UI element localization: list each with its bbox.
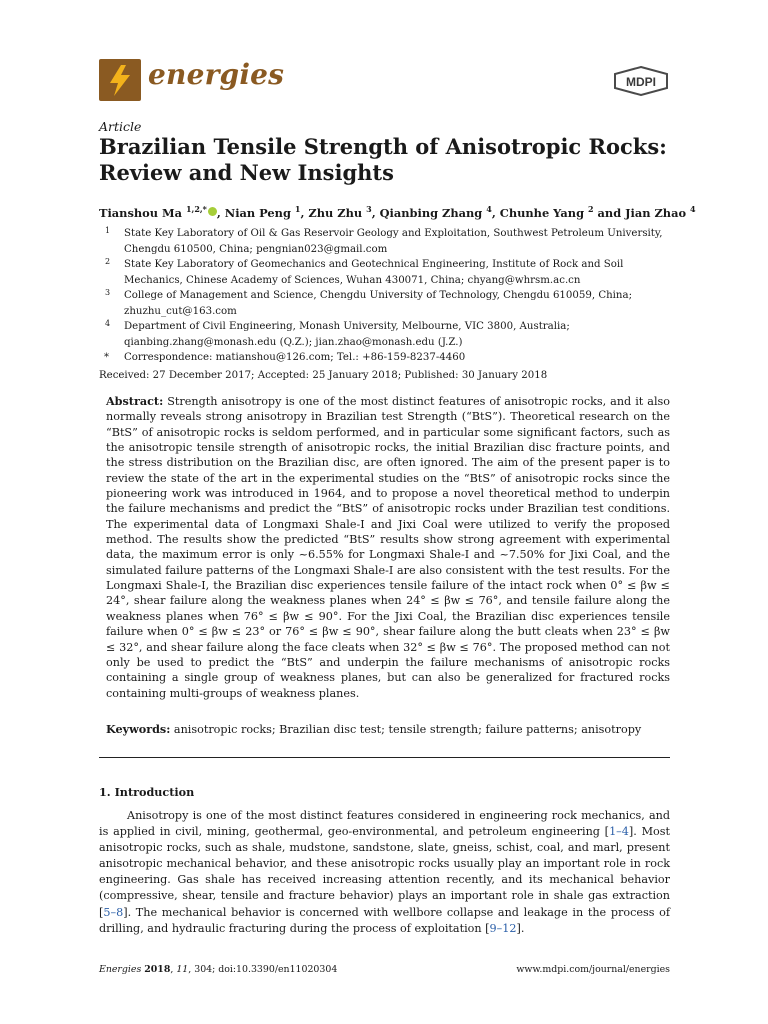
- abstract-text: Strength anisotropy is one of the most distinct features of anisotropic rocks, and it also normally reveals strong anisotropy in Brazilian test Strength (“BtS”). Theoretical research on the “BtS” of anisotropic rocks is seldom performed, and in particular some significant factors, such as the anisotropic tensile strength of anisotropic rocks, the initial Brazilian disc fracture points, and the stress distribution on the Brazilian disc, are often ignored. The aim of the present paper is to review the state of the art in the experimental studies on the “BtS” of anisotropic rocks since the pioneering work was introduced in 1964, and to propose a novel theoretical method to underpin the failure mechanisms and predict the “BtS” of anisotropic rocks under Brazilian test conditions. The experimental data of Longmaxi Shale-I and Jixi Coal were utilized to verify the proposed method. The results show the predicted “BtS” results show strong agreement with experimental data, the maximum error is only ~6.55% for Longmaxi Shale-I and ~7.50% for Jixi Coal, and the simulated failure patterns of the Longmaxi Shale-I are also consistent with the test results. For the Longmaxi Shale-I, the Brazilian disc experiences tensile failure of the intact rock when 0° ≤ βw ≤ 24°, shear failure along the weakness planes when 24° ≤ βw ≤ 76°, and tensile failure along the weakness planes when 76° ≤ βw ≤ 90°. For the Jixi Coal, the Brazilian disc experiences tensile failure when 0° ≤ βw ≤ 23° or 76° ≤ βw ≤ 90°, shear failure along the butt cleats when 23° ≤ βw ≤ 32°, and shear failure along the face cleats when 32° ≤ βw ≤ 76°. The proposed method can not only be used to predict the “BtS” and underpin the failure mechanisms of anisotropic rocks containing a single group of weakness planes, but can also be generalized for fractured rocks containing multi-groups of weakness planes.: [106, 395, 670, 700]
- section-heading: 1. Introduction: [99, 785, 195, 799]
- citation-link[interactable]: 9–12: [489, 921, 517, 935]
- affiliation: 2 State Key Laboratory of Geomechanics and Geotechnical Engineering, Institute of Rock and Soil Mechanics, Chinese Academy of Sciences, Wuhan 430071, China; chyang@whrsm.ac.cn: [105, 257, 624, 286]
- citation-link[interactable]: 1–4: [609, 825, 629, 839]
- author-name: Zhu Zhu: [308, 205, 363, 220]
- intro-paragraph: Anisotropy is one of the most distinct features considered in engineering rock mechanics, and is applied in civil, mining, geothermal, geo-environmental, and petroleum engineering [1–4]. Most anisotropic rocks, such as shale, mudstone, sandstone, slate, gneiss, schist, coal, and marl, present anisotropic mechanical behavior, and these anisotropic rocks usually play an important role in rock engineering. Gas shale has received increasing attention recently, and its mechanical behavior (compressive, shear, tensile and fracture behavior) plays an important role in shale gas extraction [5–8]. The mechanical behavior is concerned with wellbore collapse and leakage in the process of drilling, and hydraulic fracturing during the process of exploitation [9–12].: [99, 809, 671, 935]
- abstract: [106, 394, 670, 701]
- correspondence: * Correspondence: matianshou@126.com; Tel.: +86-159-8237-4460: [104, 352, 466, 363]
- publication-dates: Received: 27 December 2017; Accepted: 25 January 2018; Published: 30 January 2018: [99, 370, 548, 381]
- author-name: Nian Peng: [224, 205, 291, 220]
- affiliation: 4 Department of Civil Engineering, Monash University, Melbourne, VIC 3800, Australia; qianbing.zhang@monash.edu (Q.Z.); jian.zhao@monash.edu (J.Z.): [105, 319, 570, 348]
- paper-title: Brazilian Tensile Strength of Anisotropic Rocks: Review and New Insights: [99, 134, 667, 185]
- author-name: Jian Zhao: [625, 205, 687, 220]
- affiliation: 3 College of Management and Science, Chengdu University of Technology, Chengdu 610059, China; zhuzhu_cut@163.com: [105, 288, 632, 317]
- author-name: Qianbing Zhang: [379, 205, 483, 220]
- author-affiliation-ref: 2: [588, 204, 594, 214]
- author-affiliation-ref: 4: [486, 204, 492, 214]
- author-name: Tianshou Ma: [99, 205, 182, 220]
- abstract-label: Abstract:: [106, 394, 164, 408]
- publisher-name: MDPI: [626, 75, 656, 89]
- lightning-bolt-icon: [99, 59, 141, 101]
- footer-url[interactable]: www.mdpi.com/journal/energies: [516, 964, 670, 975]
- orcid-icon[interactable]: [208, 207, 217, 216]
- article-type: Article: [99, 119, 142, 134]
- author-name: Chunhe Yang: [499, 205, 585, 220]
- author-affiliation-ref: 1: [294, 204, 301, 214]
- mdpi-logo: [612, 66, 670, 96]
- keywords: [106, 722, 670, 736]
- footer-citation: Energies 2018, 11, 304; doi:10.3390/en11020304: [99, 964, 338, 975]
- author-list: Tianshou Ma $^{1,2,*}$ , Nian Peng $^1$, Zhu Zhu $^3$, Qianbing Zhang $^4$, Chunhe Yang $^2$ and Jian Zhao $^4$: [99, 204, 696, 220]
- author-affiliation-ref: 1,2,*: [185, 204, 207, 214]
- journal-logo: [99, 59, 141, 101]
- keywords-text: anisotropic rocks; Brazilian disc test; tensile strength; failure patterns; anisotropy: [173, 723, 642, 736]
- journal-name: energies: [148, 58, 285, 91]
- author-affiliation-ref: 3: [366, 204, 372, 214]
- author-affiliation-ref: 4: [690, 204, 696, 214]
- affiliation-list: [99, 226, 671, 366]
- citation-link[interactable]: 5–8: [103, 905, 124, 919]
- keywords-label: Keywords:: [106, 722, 171, 736]
- affiliation: 1 State Key Laboratory of Oil & Gas Reservoir Geology and Exploitation, Southwest Petroleum University, Chengdu 610500, China; pengnian023@gmail.com: [105, 226, 663, 255]
- divider: [99, 757, 670, 758]
